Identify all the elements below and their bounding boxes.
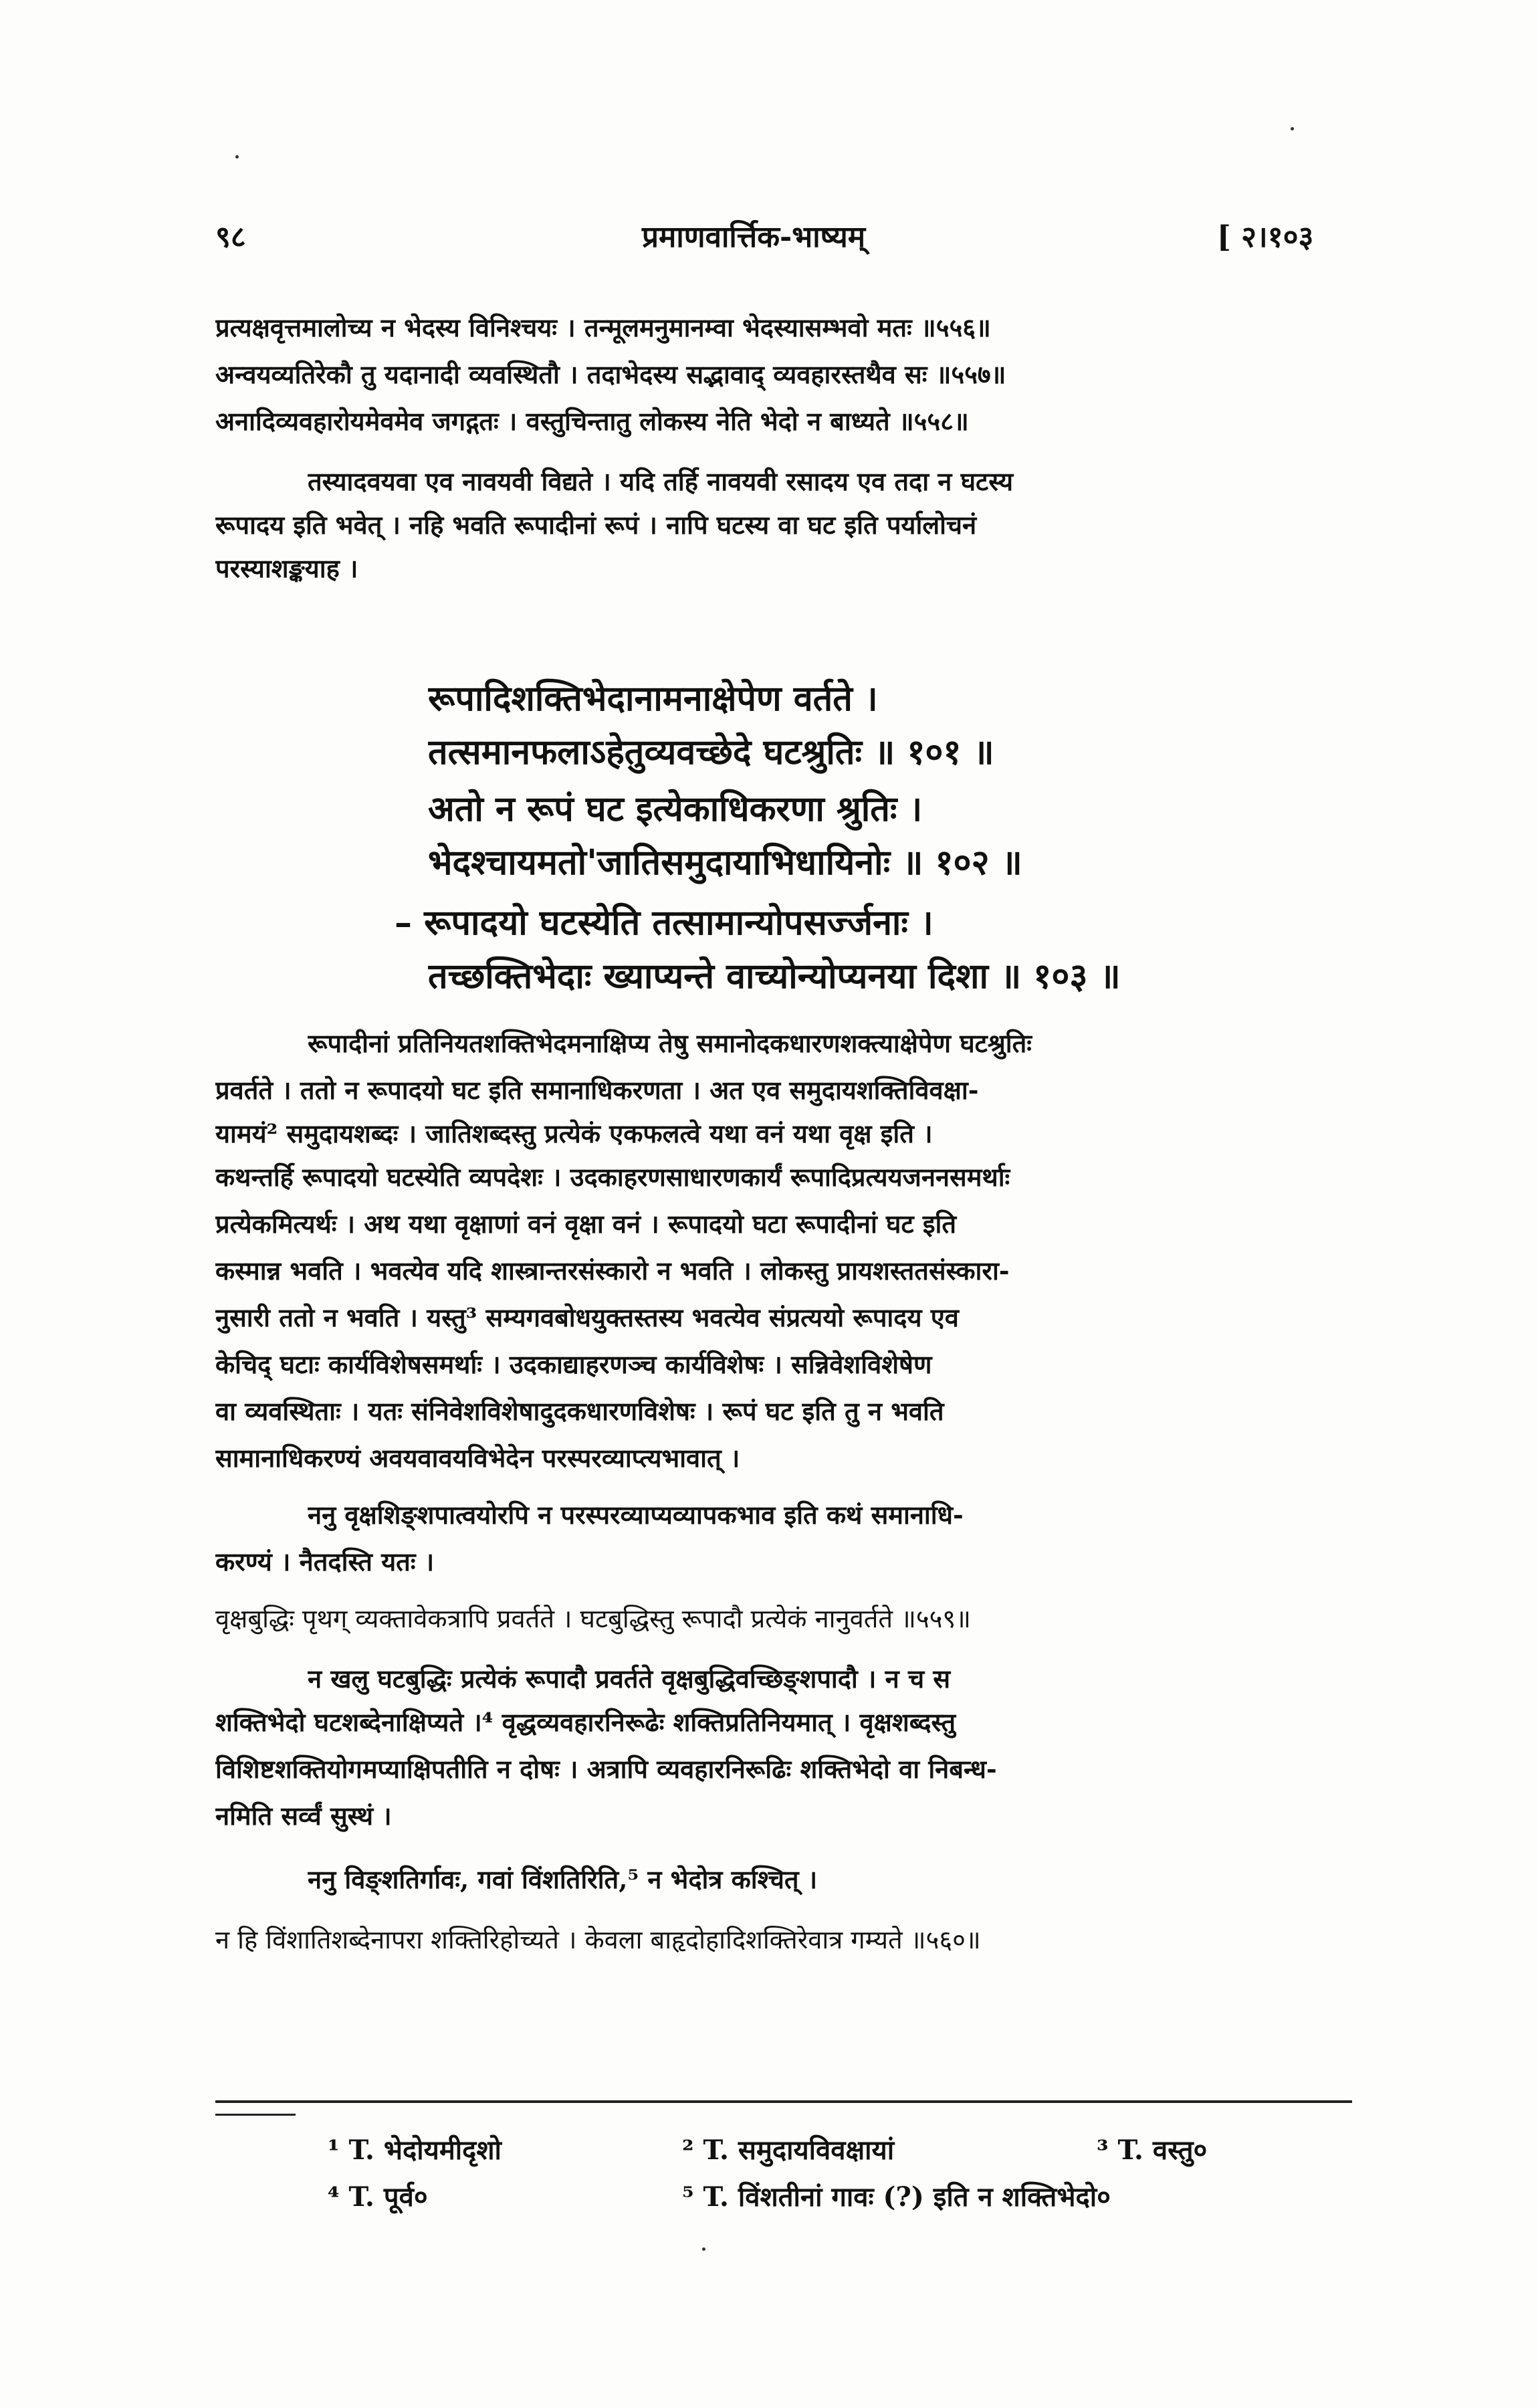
commentary-line: शक्तिभेदो घटशब्देनाक्षिप्यते ।⁴ वृद्धव्यवहारनिरूढेः शक्तिप्रतिनियमात् । वृक्षशब्दस्तु bbox=[215, 1707, 956, 1737]
footnote-separator bbox=[215, 2100, 1352, 2103]
verse-line: भेदश्चायमतो'जातिसमुदायाभिधायिनोः ॥ १०२ ॥ bbox=[428, 842, 1022, 883]
commentary-line: नुसारी ततो न भवति । यस्तु³ सम्यगवबोधयुक्तस्तस्य भवत्येव संप्रत्ययो रूपादय एव bbox=[215, 1302, 959, 1332]
commentary-line: परस्याशङ्कयाह । bbox=[215, 553, 358, 583]
scan-speck bbox=[1291, 127, 1294, 130]
commentary-line: ननु वृक्षशिङ्शपात्वयोरपि न परस्परव्याप्यव्यापकभाव इति कथं समानाधि- bbox=[308, 1500, 964, 1530]
commentary-line: विशिष्टशक्तियोगमप्याक्षिपतीति न दोषः । अत्रापि व्यवहारनिरूढिः शक्तिभेदो वा निबन्ध- bbox=[215, 1754, 997, 1784]
verse-line: – रूपादयो घटस्येति तत्सामान्योपसर्ज्जनाः । bbox=[395, 902, 933, 943]
verse-line: रूपादिशक्तिभेदानामनाक्षेपेण वर्तते । bbox=[428, 678, 878, 719]
karika-line: वृक्षबुद्धिः पृथग् व्यक्तावेकत्रापि प्रवर्तते । घटबुद्धिस्तु रूपादौ प्रत्येकं नानुवर्तते ॥५५९॥ bbox=[215, 1604, 971, 1633]
karika-line: प्रत्यक्षवृत्तमालोच्य न भेदस्य विनिश्चयः । तन्मूलमनुमानम्वा भेदस्यासम्भवो मतः ॥५५६॥ bbox=[215, 312, 991, 342]
running-title: प्रमाणवार्त्तिक-भाष्यम् bbox=[642, 220, 866, 254]
commentary-line: नमिति सर्व्वं सुस्थं । bbox=[215, 1801, 392, 1831]
commentary-line: कस्मान्न भवति । भवत्येव यदि शास्त्रान्तरसंस्कारो न भवति । लोकस्तु प्रायशस्ततसंस्कारा- bbox=[215, 1256, 1010, 1286]
karika-line: अनादिव्यवहारोयमेवमेव जगद्गतः । वस्तुचिन्तातु लोकस्य नेति भेदो न बाध्यते ॥५५८॥ bbox=[215, 406, 969, 436]
commentary-line: करण्यं । नैतदस्ति यतः । bbox=[215, 1546, 435, 1577]
scan-speck bbox=[235, 155, 239, 159]
footnote: ³ T. वस्तु० bbox=[1097, 2134, 1208, 2166]
commentary-line: तस्यादवयवा एव नावयवी विद्यते । यदि तर्हि नावयवी रसादय एव तदा न घटस्य bbox=[308, 466, 1014, 496]
scan-speck bbox=[702, 2247, 705, 2251]
footnote: ⁵ T. विंशतीनां गावः (?) इति न शक्तिभेदो० bbox=[682, 2181, 1111, 2213]
commentary-line: यामयं² समुदायशब्दः । जातिशब्दस्तु प्रत्येकं एकफलत्वे यथा वनं यथा वृक्ष इति । bbox=[215, 1118, 933, 1148]
commentary-line: प्रत्येकमित्यर्थः । अथ यथा वृक्षाणां वनं वृक्षा वनं । रूपादयो घटा रूपादीनां घट इति bbox=[215, 1209, 957, 1239]
verse-line: अतो न रूपं घट इत्येकाधिकरणा श्रुतिः । bbox=[428, 789, 923, 829]
verse-line: तच्छक्तिभेदाः ख्याप्यन्ते वाच्योन्योप्यनया दिशा ॥ १०३ ॥ bbox=[428, 956, 1121, 997]
verse-line: तत्समानफलाऽहेतुव्यवच्छेदे घटश्रुतिः ॥ १०१ ॥ bbox=[428, 732, 994, 773]
commentary-line: रूपादय इति भवेत् । नहि भवति रूपादीनां रूपं । नापि घटस्य वा घट इति पर्यालोचनं bbox=[215, 510, 977, 540]
commentary-line: वा व्यवस्थिताः । यतः संनिवेशविशेषादुदकधारणविशेषः । रूपं घट इति तु न भवति bbox=[215, 1396, 944, 1426]
section-reference: [ २।१०३ bbox=[1217, 220, 1314, 254]
commentary-line: रूपादीनां प्रतिनियतशक्तिभेदमनाक्षिप्य तेषु समानोदकधारणशक्त्याक्षेपेण घटश्रुतिः bbox=[308, 1028, 1032, 1058]
page-number: ९८ bbox=[215, 220, 246, 254]
commentary-line: सामानाधिकरण्यं अवयवावयविभेदेन परस्परव्याप्त्यभावात् । bbox=[215, 1443, 740, 1473]
commentary-line: केचिद् घटाः कार्यविशेषसमर्थाः । उदकाद्याहरणञ्च कार्यविशेषः । सन्निवेशविशेषेण bbox=[215, 1349, 932, 1379]
footnote: ⁴ T. पूर्व० bbox=[328, 2181, 428, 2213]
commentary-line: न खलु घटबुद्धिः प्रत्येकं रूपादौ प्रवर्तते वृक्षबुद्धिवच्छिङ्शपादौ । न च स bbox=[308, 1664, 951, 1694]
commentary-line: प्रवर्तते । ततो न रूपादयो घट इति समानाधिकरणता । अत एव समुदायशक्तिविवक्षा- bbox=[215, 1075, 979, 1105]
footnote: ² T. समुदायविवक्षायां bbox=[682, 2134, 895, 2166]
commentary-line: ननु विङ्शतिर्गावः, गवां विंशतिरिति,⁵ न भेदोत्र कश्चित् । bbox=[308, 1864, 818, 1894]
footnote: ¹ T. भेदोयमीदृशो bbox=[328, 2134, 502, 2166]
footnote-separator-short bbox=[215, 2114, 296, 2116]
karika-line: अन्वयव्यतिरेकौ तु यदानादी व्यवस्थितौ । तदाभेदस्य सद्भावाद् व्यवहारस्तथैव सः ॥५५७॥ bbox=[215, 359, 1006, 389]
commentary-line: कथन्तर्हि रूपादयो घटस्येति व्यपदेशः । उदकाहरणसाधारणकार्यं रूपादिप्रत्ययजननसमर्थाः bbox=[215, 1162, 1010, 1192]
karika-line: न हि विंशातिशब्देनापरा शक्तिरिहोच्यते । केवला बाहृदोहादिशक्तिरेवात्र गम्यते ॥५६०॥ bbox=[215, 1925, 981, 1954]
